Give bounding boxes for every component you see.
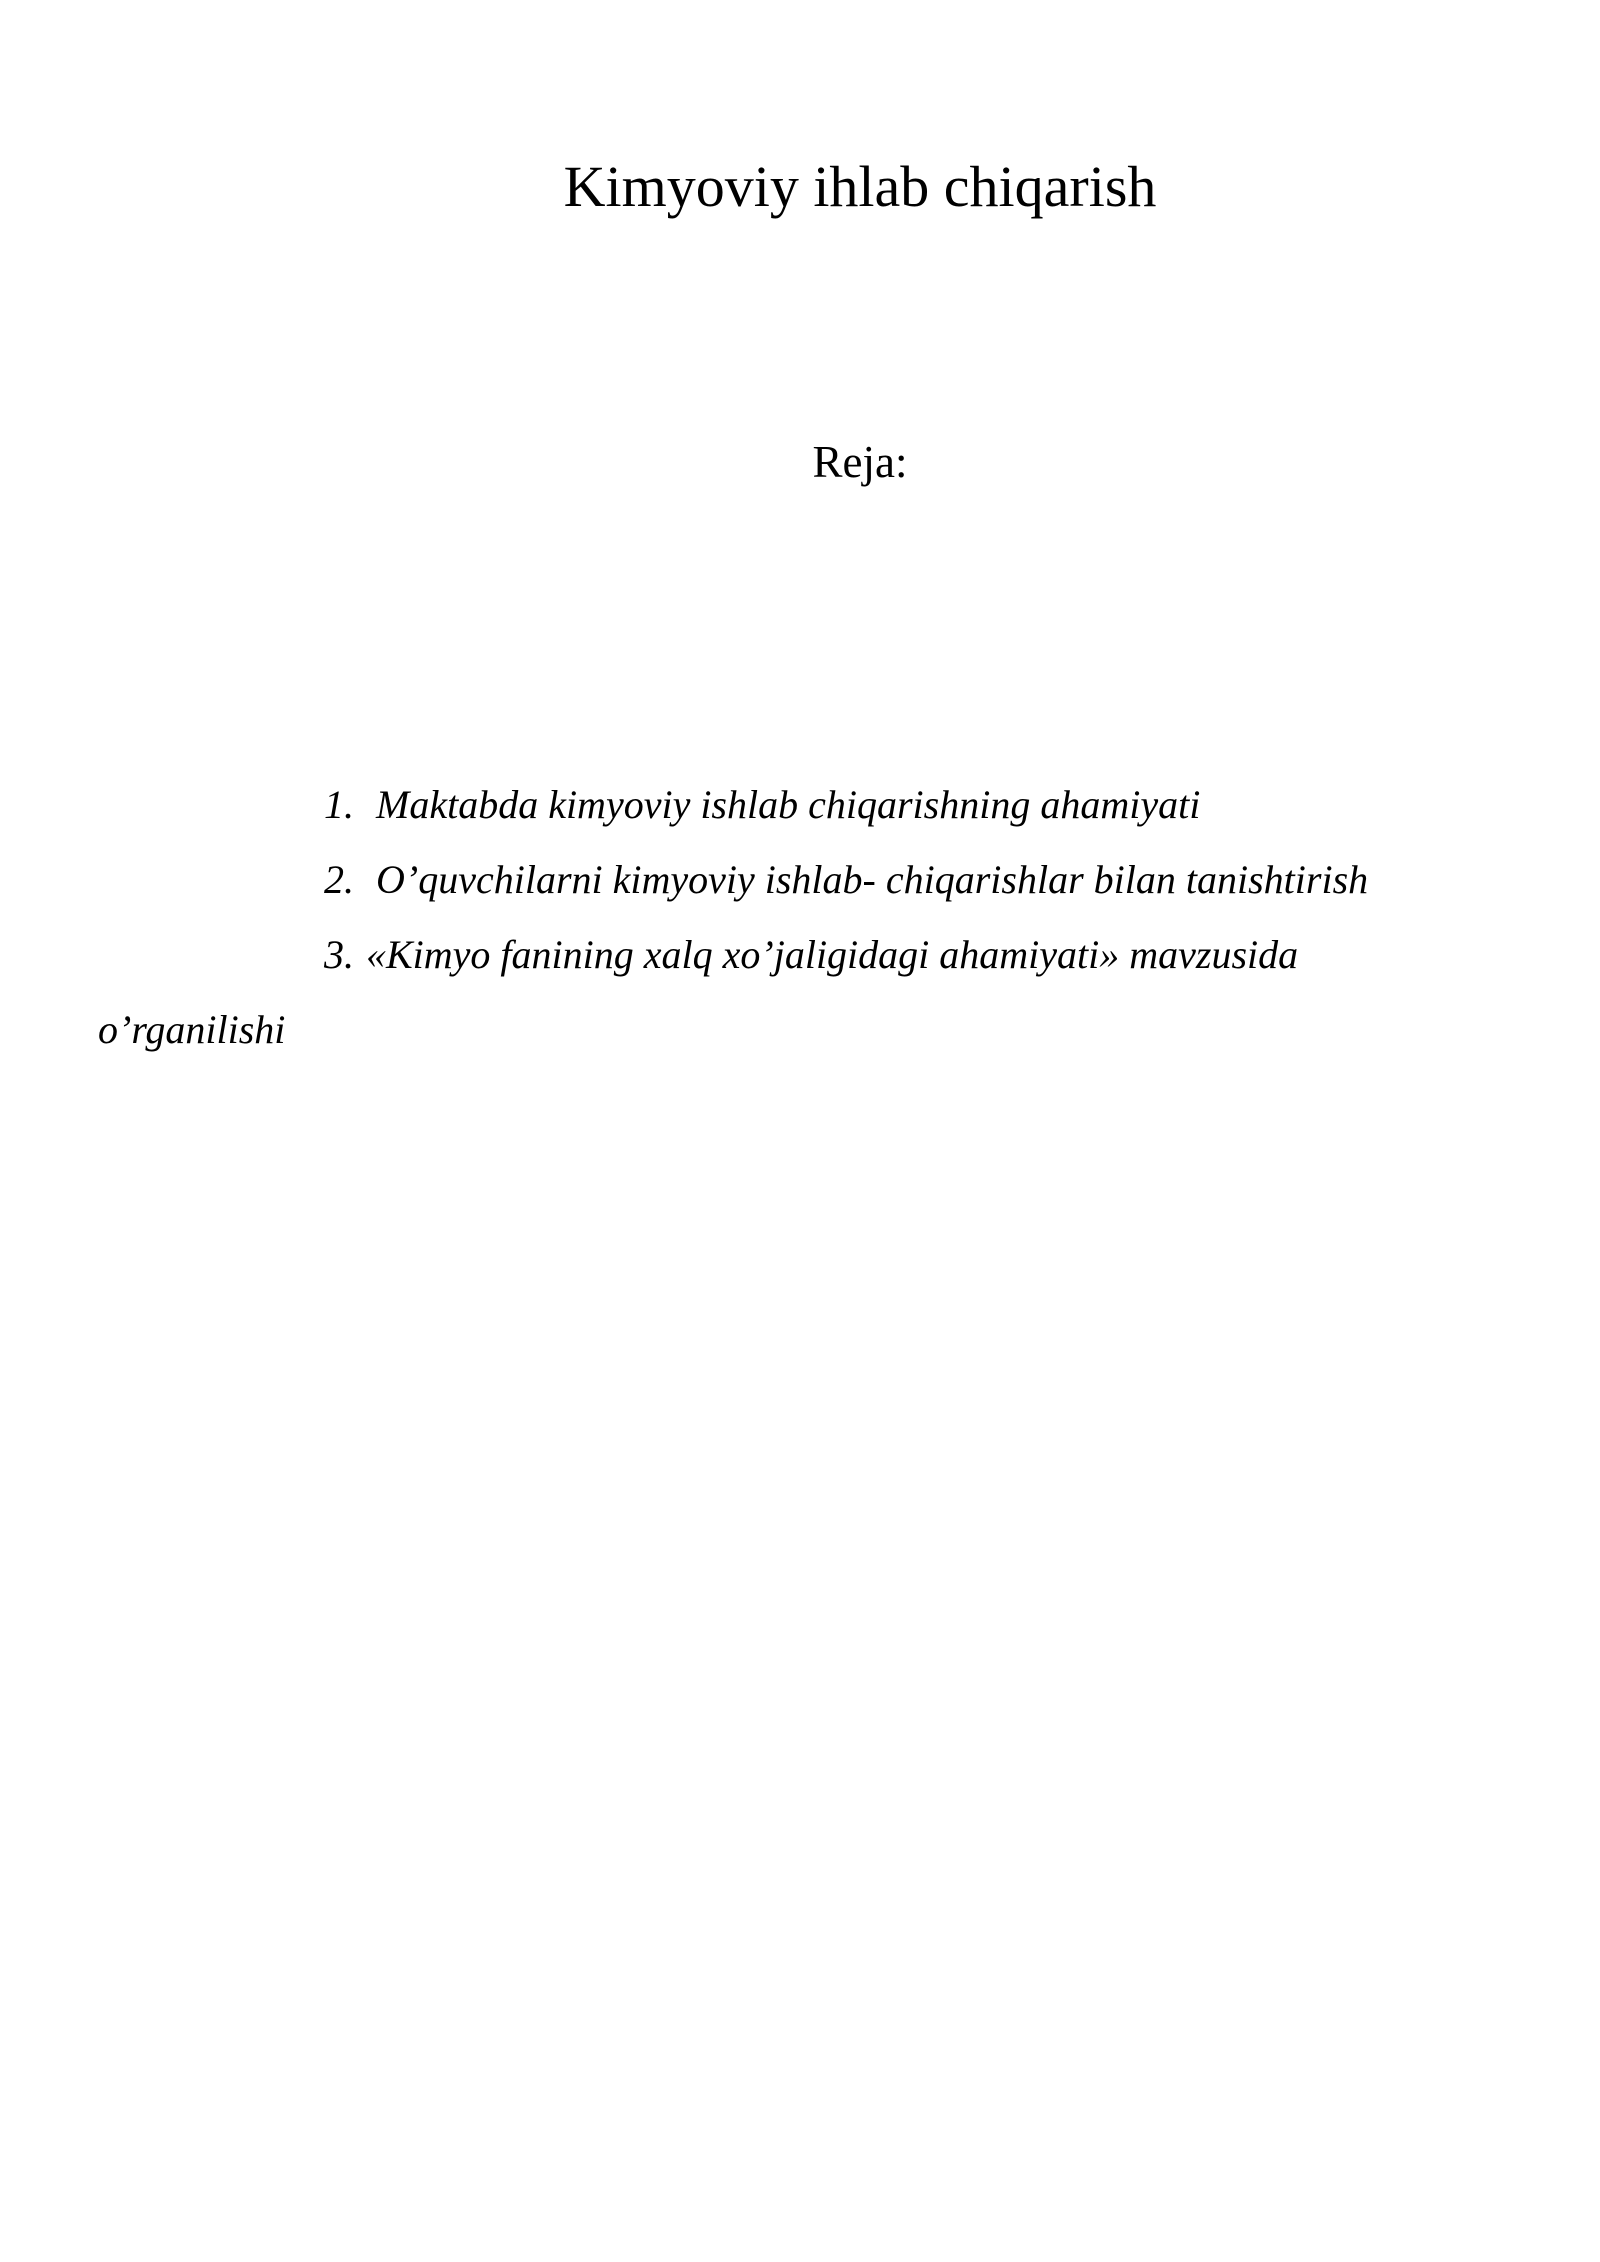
plan-item-3 — [98, 917, 1388, 1067]
plan-item-number: 2. — [324, 857, 354, 902]
plan-item-number: 1. — [324, 782, 354, 827]
plan-item-2 — [228, 842, 1488, 917]
plan-heading: Reja: — [812, 437, 908, 487]
plan-item-text: O’quvchilarni kimyoviy ishlab- chiqarishlar bilan tanishtirish — [376, 857, 1369, 902]
plan-item-text: «Kimyo fanining xalq xo’jaligidagi ahamiyati» mavzusida o’rganilishi — [98, 932, 1299, 1052]
document-title: Kimyoviy ihlab chiqarish — [563, 154, 1157, 219]
plan-item-1 — [228, 767, 1488, 842]
plan-item-number: 3. — [324, 932, 354, 977]
plan-item-text: Maktabda kimyoviy ishlab chiqarishning ahamiyati — [376, 782, 1201, 827]
plan-list — [98, 767, 1488, 1067]
